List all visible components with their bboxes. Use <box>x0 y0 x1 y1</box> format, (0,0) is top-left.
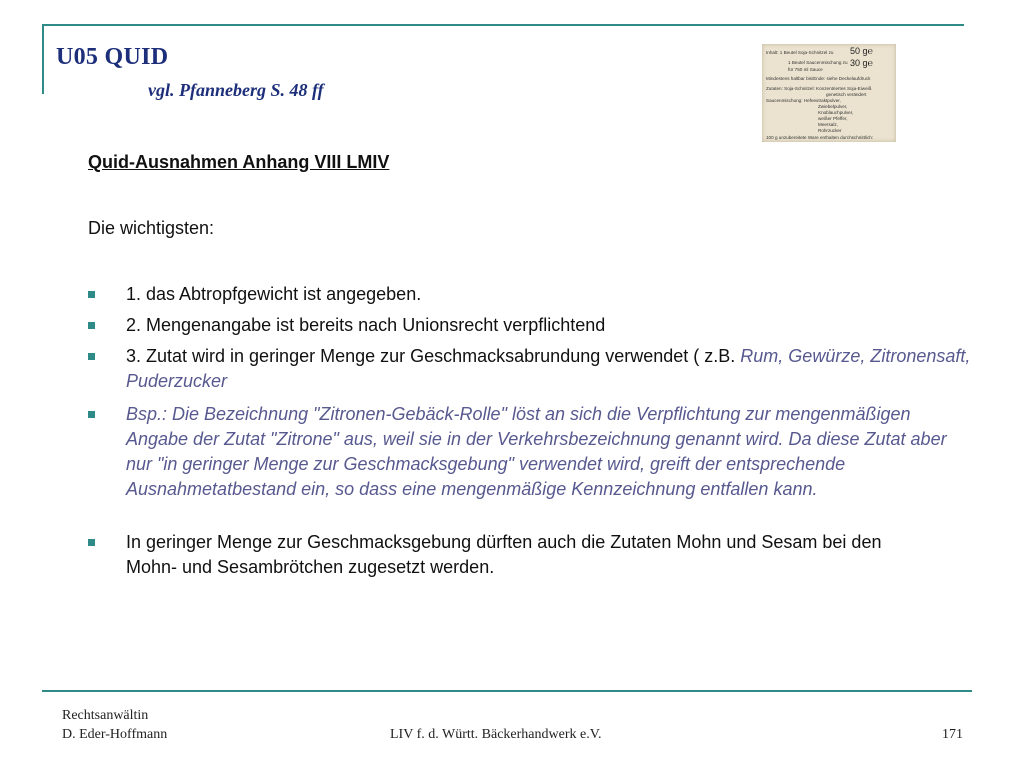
bottom-frame-line <box>42 690 972 692</box>
label-line: Knoblauchpulver, <box>818 110 854 115</box>
label-line: 1 Beutel Saucenmischung zu <box>788 60 848 65</box>
label-line: Meersalz, <box>818 122 838 127</box>
slide-subtitle: vgl. Pfanneberg S. 48 ff <box>148 80 324 100</box>
bullet-item <box>88 313 988 338</box>
footer-organization: LIV f. d. Württ. Bäckerhandwerk e.V. <box>390 727 602 742</box>
label-line: Zwiebelpulver, <box>818 104 848 109</box>
product-label-image <box>762 44 896 142</box>
label-weight: 50 g℮ <box>850 46 873 56</box>
label-line: Mindestens haltbar bis/Ende: siehe Deckelaufdruck <box>766 76 871 81</box>
bullet-square-icon <box>88 322 95 329</box>
page-number: 171 <box>942 727 963 742</box>
bullet-text: 3. Zutat wird in geringer Menge zur Geschmacksabrundung verwendet ( z.B. <box>126 346 741 366</box>
section-heading: Quid-Ausnahmen Anhang VIII LMIV <box>88 152 390 172</box>
bullet-italic-text: Rum, Gewürze, Zitronensaft, Puderzucker <box>126 346 971 391</box>
label-line: Zutaten: Soja-Schnitzel: Konzentriertes Soja-Eiweiß <box>766 86 872 91</box>
bullet-item <box>88 282 988 307</box>
bullet-text: 2. Mengenangabe ist bereits nach Unionsrecht verpflichtend <box>126 315 606 335</box>
bullet-text: 1. das Abtropfgewicht ist angegeben. <box>126 284 422 304</box>
footer-author-title: Rechtsanwältin <box>62 708 149 723</box>
footer-author-name: D. Eder-Hoffmann <box>62 727 168 742</box>
bullet-item <box>88 344 988 394</box>
intro-text: Die wichtigsten: <box>88 218 215 238</box>
bullet-square-icon <box>88 539 95 546</box>
bullet-list <box>88 282 988 580</box>
bullet-text: In geringer Menge zur Geschmacksgebung dürften auch die Zutaten Mohn und Sesam bei den Mohn- und Sesambrötchen zugesetzt werden. <box>126 532 882 577</box>
label-line: für 750 ml Sauce <box>788 67 823 72</box>
footer-author <box>62 706 167 744</box>
label-weight: 30 g℮ <box>850 58 873 68</box>
bullet-square-icon <box>88 411 95 418</box>
label-line: weißer Pfeffer, <box>818 116 848 121</box>
bullet-square-icon <box>88 353 95 360</box>
label-line: genetisch verändert <box>826 92 867 97</box>
label-line: 100 g unzubereitete Ware enthalten durchschnittlich: <box>766 135 874 140</box>
label-line: Inhalt: 1 Beutel Soja-Schnitzel zu <box>766 50 834 55</box>
left-frame-line <box>42 24 44 94</box>
slide-title: U05 QUID <box>56 44 169 70</box>
label-line: Rohrzucker <box>818 128 842 133</box>
label-line: Saucenmischung: Hefeextraktpulver, <box>766 98 841 103</box>
bullet-example-text: Bsp.: Die Bezeichnung "Zitronen-Gebäck-Rolle" löst an sich die Verpflichtung zur mengenmäßigen Angabe der Zutat "Zitrone" aus, weil sie in der Verkehrsbezeichnung genannt wird. Da diese Zutat aber nur "in geringer Menge zur Geschmacksgebung" verwendet wird, greift der entsprechende Ausnahmetatbestand ein, so dass eine mengenmäßige Kennzeichnung entfallen kann. <box>126 404 947 499</box>
bullet-square-icon <box>88 291 95 298</box>
bullet-item <box>88 402 988 502</box>
bullet-item <box>88 530 988 580</box>
top-frame-line <box>42 24 964 26</box>
